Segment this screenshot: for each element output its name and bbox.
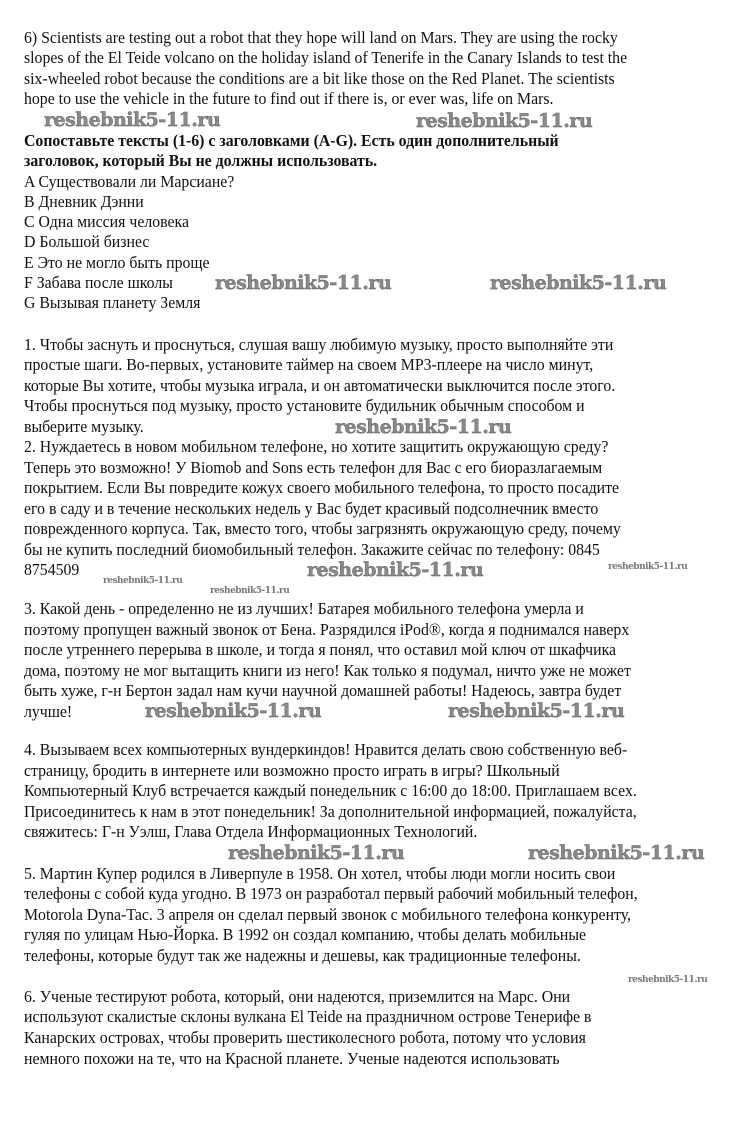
text-6-line: немного похожи на те, что на Красной планете. Ученые надеются использовать: [24, 1049, 560, 1068]
text-2-line: поврежденного корпуса. Так, вместо того, чтобы загрязнять окружающую среду, почему: [24, 519, 621, 538]
text-4-line: свяжитесь: Г-н Уэлш, Глава Отдела Информационных Технологий.: [24, 822, 478, 841]
text-6-line: используют скалистые склоны вулкана El Teide на праздничном острове Тенерифе в: [24, 1007, 592, 1026]
text-6-line: Канарских островах, чтобы проверить шестиколесного робота, потому что условия: [24, 1028, 586, 1047]
watermark: reshebnik5-11.ru: [490, 272, 667, 294]
text-3-line: дома, поэтому не мог вытащить книги из него! Как только я подумал, ничто уже не может: [24, 661, 631, 680]
english-paragraph-line: slopes of the El Teide volcano on the holiday island of Tenerife in the Canary Islands to test the: [24, 48, 628, 67]
english-paragraph-line: six-wheeled robot because the conditions are a bit like those on the Red Planet. The scientists: [24, 69, 615, 88]
text-1-line: простые шаги. Во-первых, установите таймер на своем MP3-плеере на число минут,: [24, 355, 594, 374]
text-5-line: 5. Мартин Купер родился в Ливерпуле в 1958. Он хотел, чтобы люди могли носить свои: [24, 864, 616, 883]
text-3-line: 3. Какой день - определенно не из лучших! Батарея мобильного телефона умерла и: [24, 599, 584, 618]
text-5-line: гуляя по улицам Нью-Йорка. В 1992 он создал компанию, чтобы делать мобильные: [24, 925, 587, 944]
heading-option: G Вызывая планету Земля: [24, 293, 201, 312]
text-2-line: 8754509: [24, 560, 80, 579]
text-4-line: Присоединитесь к нам в этот понедельник! За дополнительной информацией, пожалуйста,: [24, 802, 637, 821]
watermark: reshebnik5-11.ru: [528, 842, 705, 864]
text-2-line: покрытием. Если Вы повредите кожух своего мобильного телефона, то просто посадите: [24, 478, 620, 497]
text-2-line: его в саду и в течение нескольких недель у Вас будет красивый подсолнечник вместо: [24, 499, 599, 518]
text-1-line: выберите музыку.: [24, 417, 144, 436]
watermark: reshebnik5-11.ru: [608, 562, 688, 572]
text-5-line: телефоны, которые будут так же надежны и дешевы, как традиционные телефоны.: [24, 946, 581, 965]
english-paragraph-line: hope to use the vehicle in the future to find out if there is, or ever was, life on Mars.: [24, 89, 554, 108]
heading-option: B Дневник Дэнни: [24, 192, 144, 211]
watermark: reshebnik5-11.ru: [628, 975, 708, 985]
heading-option: D Большой бизнес: [24, 232, 150, 251]
watermark: reshebnik5-11.ru: [307, 559, 484, 581]
heading-option: F Забава после школы: [24, 273, 173, 292]
text-1-line: Чтобы проснуться под музыку, просто установите будильник обычным способом и: [24, 396, 585, 415]
text-6-line: 6. Ученые тестируют робота, который, они надеются, приземлится на Марс. Они: [24, 987, 571, 1006]
watermark: reshebnik5-11.ru: [416, 110, 593, 132]
watermark: reshebnik5-11.ru: [145, 700, 322, 722]
heading-option: A Существовали ли Марсиане?: [24, 172, 235, 191]
instruction-line: Сопоставьте тексты (1-6) с заголовками (A-G). Есть один дополнительный: [24, 131, 559, 150]
text-2-line: 2. Нуждаетесь в новом мобильном телефоне, но хотите защитить окружающую среду?: [24, 437, 609, 456]
watermark: reshebnik5-11.ru: [215, 272, 392, 294]
watermark: reshebnik5-11.ru: [210, 586, 290, 596]
text-5-line: телефоны с собой куда угодно. В 1973 он разработал первый рабочий мобильный телефон,: [24, 884, 638, 903]
watermark: reshebnik5-11.ru: [448, 700, 625, 722]
text-4-line: страницу, бродить в интернете или возможно просто играть в игры? Школьный: [24, 761, 560, 780]
english-paragraph-line: 6) Scientists are testing out a robot that they hope will land on Mars. They are using the rocky: [24, 28, 618, 47]
text-3-line: поэтому пропущен важный звонок от Бена. Разрядился iPod®, когда я поднимался наверх: [24, 620, 630, 639]
text-3-line: быть хуже, г-н Бертон задал нам кучи научной домашней работы! Надеюсь, завтра будет: [24, 681, 622, 700]
text-3-line: лучше!: [24, 702, 73, 721]
watermark: reshebnik5-11.ru: [103, 576, 183, 586]
watermark: reshebnik5-11.ru: [228, 842, 405, 864]
instruction-line: заголовок, который Вы не должны использовать.: [24, 151, 378, 170]
text-2-line: бы не купить последний биомобильный телефон. Закажите сейчас по телефону: 0845: [24, 540, 600, 559]
watermark: reshebnik5-11.ru: [44, 109, 221, 131]
heading-option: C Одна миссия человека: [24, 212, 189, 231]
text-2-line: Теперь это возможно! У Biomob and Sons есть телефон для Вас с его биоразлагаемым: [24, 458, 603, 477]
watermark: reshebnik5-11.ru: [335, 416, 512, 438]
text-1-line: которые Вы хотите, чтобы музыка играла, и он автоматически выключится после этого.: [24, 376, 616, 395]
text-4-line: 4. Вызываем всех компьютерных вундеркиндов! Нравится делать свою собственную веб-: [24, 740, 628, 759]
text-5-line: Motorola Dyna-Tac. 3 апреля он сделал первый звонок с мобильного телефона конкуренту,: [24, 905, 632, 924]
text-3-line: после утреннего перерыва в школе, и тогда я понял, что оставил мой ключ от шкафчика: [24, 640, 617, 659]
text-4-line: Компьютерный Клуб встречается каждый понедельник с 16:00 до 18:00. Приглашаем всех.: [24, 781, 637, 800]
text-1-line: 1. Чтобы заснуть и проснуться, слушая вашу любимую музыку, просто выполняйте эти: [24, 335, 614, 354]
heading-option: E Это не могло быть проще: [24, 253, 210, 272]
